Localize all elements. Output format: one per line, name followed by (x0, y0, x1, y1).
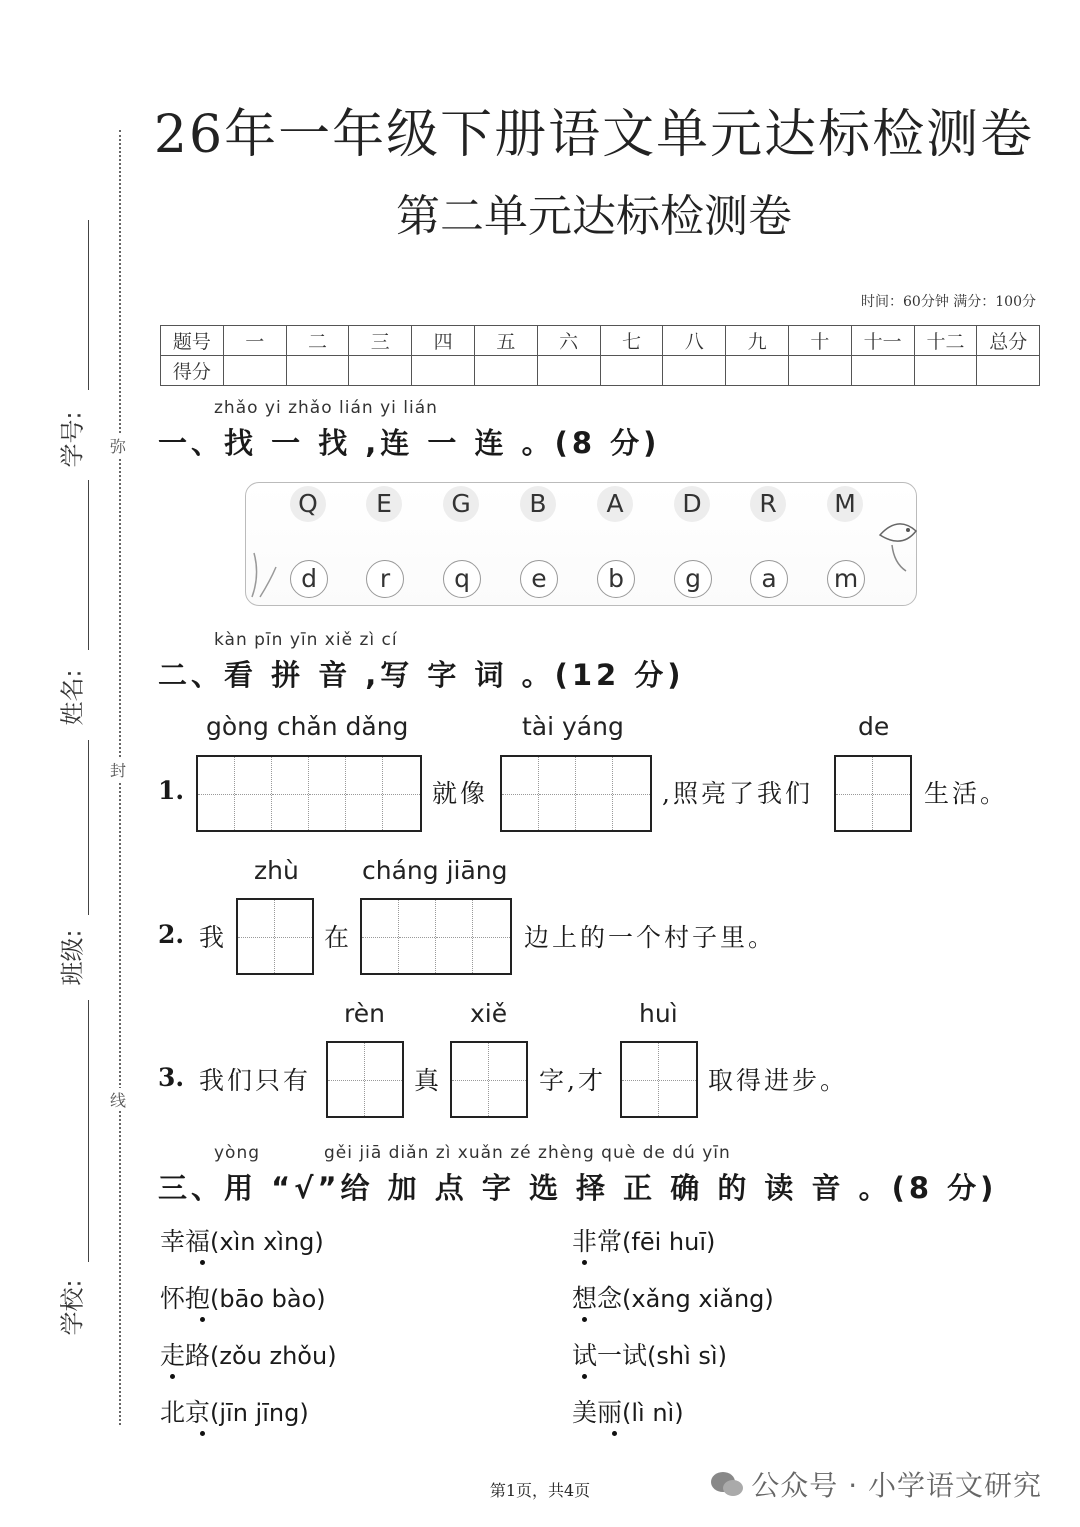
page-number: 第1页，共4页 (489, 1481, 591, 1500)
score-header-cell: 四 (412, 326, 475, 356)
q3-text-3: 取得进步。 (708, 1066, 849, 1095)
reading-item[interactable] (572, 1279, 774, 1315)
score-header-cell: 题号 (161, 326, 224, 356)
score-input-cell[interactable] (663, 356, 726, 386)
seal-char-mi: 弥 (110, 434, 126, 457)
score-header-cell: 七 (600, 326, 663, 356)
score-input-cell[interactable] (349, 356, 412, 386)
score-table (160, 325, 1040, 386)
score-row-label: 得分 (161, 356, 224, 386)
q2-text-2: 边上的一个村子里。 (524, 923, 777, 952)
lowercase-letter[interactable]: m (827, 560, 865, 598)
wechat-watermark (709, 1464, 1042, 1504)
section2-title: 二、看 拼 音 ,写 字 词 。(12 分) (158, 658, 685, 692)
reading-word: 北京 (160, 1398, 211, 1427)
fish-decoration-icon (872, 505, 924, 575)
q1-text-3: 生活。 (924, 779, 1009, 808)
seal-char-feng: 封 (110, 758, 126, 781)
emphasis-dot (582, 1374, 587, 1379)
section1-pinyin: zhǎo yi zhǎo lián yi lián (214, 398, 438, 418)
q2-text-0: 我 (199, 923, 228, 952)
reading-word: 走路 (160, 1341, 211, 1370)
student-id-line (88, 220, 89, 390)
q1-text-1: 就像 (432, 779, 489, 808)
lowercase-letter[interactable]: d (290, 560, 328, 598)
score-header-cell: 十二 (914, 326, 977, 356)
q1-text-2: ,照亮了我们 (662, 779, 813, 808)
score-header-cell: 总分 (977, 326, 1040, 356)
uppercase-letter[interactable]: E (366, 486, 402, 522)
reading-item[interactable] (160, 1393, 309, 1429)
class-label: 班级: (58, 929, 87, 986)
reading-options[interactable]: (jīn jīng) (210, 1399, 309, 1427)
uppercase-letter[interactable]: A (597, 486, 633, 522)
lowercase-letter[interactable]: g (674, 560, 712, 598)
score-input-cell[interactable] (977, 356, 1040, 386)
q2-pinyin-2: cháng jiāng (362, 856, 508, 885)
reading-options[interactable]: (zǒu zhǒu) (210, 1342, 337, 1370)
uppercase-letter[interactable]: D (674, 486, 710, 522)
score-input-cell[interactable] (412, 356, 475, 386)
section3-pinyin-right: gěi jiā diǎn zì xuǎn zé zhèng què de dú yīn (324, 1143, 731, 1163)
lowercase-letter[interactable]: b (597, 560, 635, 598)
letter-matching-board (245, 482, 917, 606)
score-input-cell[interactable] (914, 356, 977, 386)
score-header-cell: 八 (663, 326, 726, 356)
emphasis-dot (612, 1431, 617, 1436)
name-line (88, 480, 89, 650)
q3-writing-box-1[interactable] (326, 1041, 404, 1118)
uppercase-letter[interactable]: Q (290, 486, 326, 522)
q2-pinyin-1: zhù (254, 856, 299, 885)
score-header-cell: 十一 (851, 326, 914, 356)
reading-options[interactable]: (xìn xìng) (210, 1228, 324, 1256)
score-header-cell: 五 (474, 326, 537, 356)
reading-word: 美丽 (572, 1398, 623, 1427)
reading-options[interactable]: (shì sì) (647, 1342, 727, 1370)
lowercase-letter[interactable]: q (443, 560, 481, 598)
student-id-label: 学号: (58, 411, 87, 468)
q3-pinyin-2: xiě (470, 999, 508, 1028)
q1-pinyin-1: gòng chǎn dǎng (206, 712, 409, 741)
seal-char-xian: 线 (110, 1088, 126, 1111)
q1-number: 1. (158, 776, 185, 805)
school-line (88, 1000, 89, 1262)
score-input-cell[interactable] (474, 356, 537, 386)
plant-decoration-icon (246, 545, 286, 600)
reading-word: 想念 (572, 1284, 623, 1313)
reading-options[interactable]: (fēi huī) (622, 1228, 716, 1256)
q3-pinyin-1: rèn (344, 999, 385, 1028)
exam-meta: 时间：60分钟 满分：100分 (861, 294, 1036, 310)
q2-number: 2. (158, 920, 185, 949)
section2-pinyin: kàn pīn yīn xiě zì cí (214, 630, 398, 650)
reading-word: 试一试 (572, 1341, 648, 1370)
score-header-cell: 二 (286, 326, 349, 356)
lowercase-letter[interactable]: a (750, 560, 788, 598)
q3-text-0: 我们只有 (199, 1066, 312, 1095)
reading-item[interactable] (160, 1336, 337, 1372)
name-label: 姓名: (58, 669, 87, 726)
uppercase-letter[interactable]: R (750, 486, 786, 522)
reading-word: 怀抱 (160, 1284, 211, 1313)
section1-title: 一、找 一 找 ,连 一 连 。(8 分) (158, 426, 661, 460)
uppercase-letter[interactable]: B (520, 486, 556, 522)
q2-writing-box-2[interactable] (360, 898, 512, 975)
school-label: 学校: (58, 1279, 87, 1336)
section3-title: 三、用 “√”给 加 点 字 选 择 正 确 的 读 音 。(8 分) (158, 1171, 998, 1205)
score-header-cell: 三 (349, 326, 412, 356)
score-input-cell[interactable] (223, 356, 286, 386)
score-header-cell: 一 (223, 326, 286, 356)
emphasis-dot (582, 1317, 587, 1322)
score-table-score-row (161, 356, 1040, 386)
watermark-text: 公众号 · 小学语文研究 (751, 1469, 1042, 1502)
reading-options[interactable]: (lì nì) (622, 1399, 684, 1427)
lowercase-letter[interactable]: e (520, 560, 558, 598)
score-input-cell[interactable] (286, 356, 349, 386)
reading-item[interactable] (160, 1222, 324, 1258)
q1-writing-box-3[interactable] (834, 755, 912, 832)
page-subtitle: 第二单元达标检测卷 (396, 191, 792, 242)
uppercase-letter[interactable]: G (443, 486, 479, 522)
q3-number: 3. (158, 1063, 185, 1092)
score-input-cell[interactable] (600, 356, 663, 386)
reading-item[interactable] (572, 1222, 715, 1258)
wechat-icon (709, 1469, 745, 1499)
emphasis-dot (170, 1374, 175, 1379)
section3-pinyin-left: yòng (214, 1143, 261, 1163)
reading-item[interactable] (572, 1393, 684, 1429)
q2-writing-box-1[interactable] (236, 898, 314, 975)
score-input-cell[interactable] (788, 356, 851, 386)
q3-writing-box-3[interactable] (620, 1041, 698, 1118)
page-title: 26年一年级下册语文单元达标检测卷 (153, 105, 1035, 165)
q3-text-1: 真 (414, 1066, 443, 1095)
reading-item[interactable] (572, 1336, 727, 1372)
q1-writing-box-1[interactable] (196, 755, 422, 832)
emphasis-dot (200, 1431, 205, 1436)
q2-text-1: 在 (324, 923, 353, 952)
reading-options[interactable]: (bāo bào) (210, 1285, 326, 1313)
emphasis-dot (200, 1317, 205, 1322)
emphasis-dot (582, 1260, 587, 1265)
score-input-cell[interactable] (851, 356, 914, 386)
q1-pinyin-2: tài yáng (522, 712, 624, 741)
reading-word: 非常 (572, 1227, 623, 1256)
class-line (88, 740, 89, 915)
reading-word: 幸福 (160, 1227, 211, 1256)
uppercase-letter[interactable]: M (827, 486, 863, 522)
q1-pinyin-3: de (858, 712, 890, 741)
lowercase-letter[interactable]: r (366, 560, 404, 598)
q3-pinyin-3: huì (639, 999, 678, 1028)
score-header-cell: 九 (726, 326, 789, 356)
q3-writing-box-2[interactable] (450, 1041, 528, 1118)
reading-options[interactable]: (xǎng xiǎng) (622, 1285, 774, 1313)
score-table-header-row (161, 326, 1040, 356)
score-input-cell[interactable] (537, 356, 600, 386)
q1-writing-box-2[interactable] (500, 755, 652, 832)
score-input-cell[interactable] (726, 356, 789, 386)
score-header-cell: 六 (537, 326, 600, 356)
q3-text-2: 字,才 (539, 1066, 606, 1095)
reading-item[interactable] (160, 1279, 326, 1315)
score-header-cell: 十 (788, 326, 851, 356)
emphasis-dot (200, 1260, 205, 1265)
